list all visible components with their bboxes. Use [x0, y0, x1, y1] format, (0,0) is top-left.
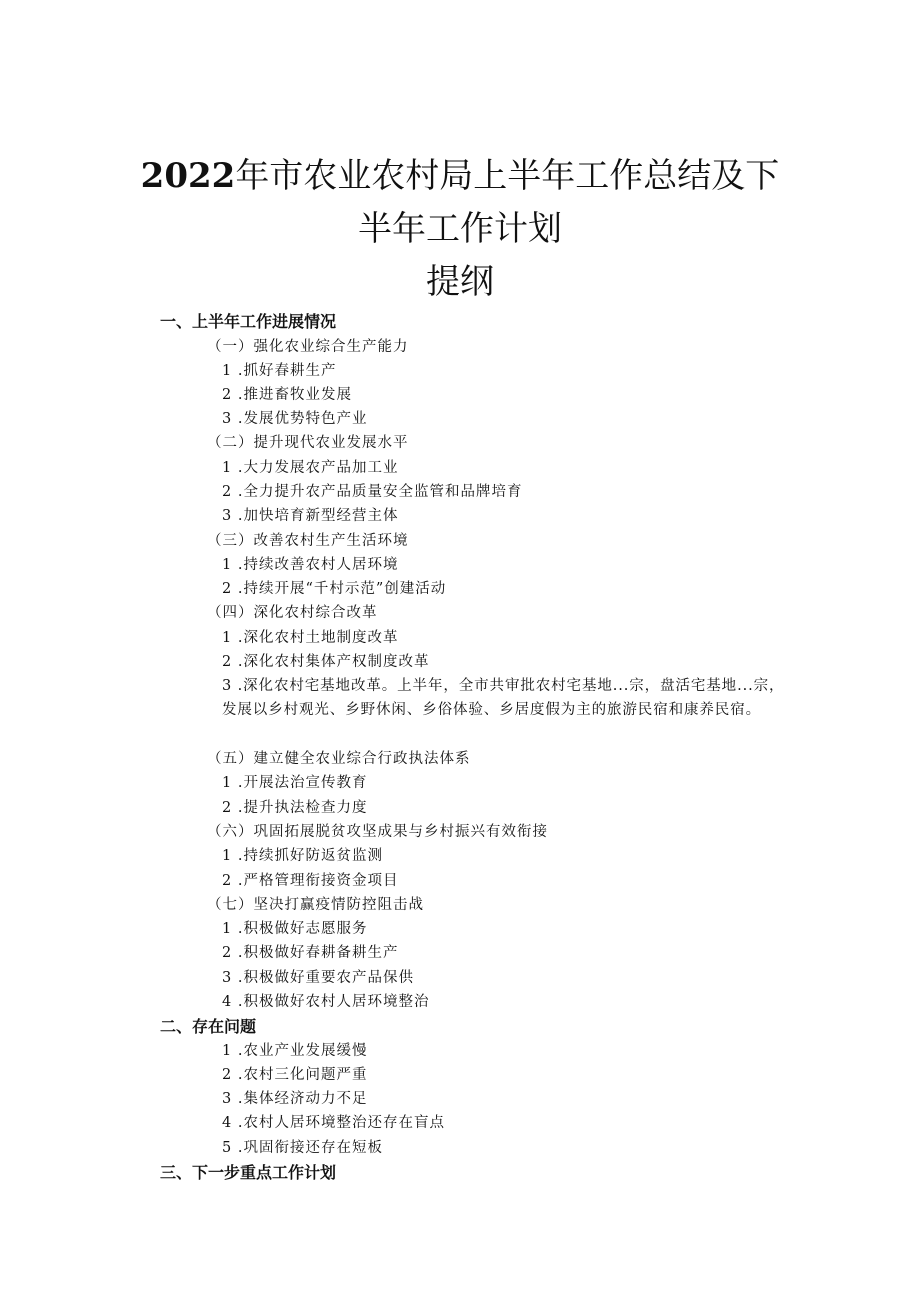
section-6-item-2: 2 .严格管理衔接资金项目 — [222, 873, 399, 889]
section-1-item-2: 2 .推进畜牧业发展 — [222, 387, 352, 403]
section-7-item-4: 4 .积极做好农村人居环境整治 — [222, 994, 430, 1010]
heading-part1: 一、上半年工作进展情况 — [160, 312, 337, 331]
section-6-item-1: 1 .持续抓好防返贫监测 — [222, 848, 383, 864]
section-5-title: （五）建立健全农业综合行政执法体系 — [207, 751, 471, 767]
section-1-item-3: 3 .发展优势特色产业 — [222, 411, 368, 427]
section-1-item-1: 1 .抓好春耕生产 — [222, 363, 337, 379]
section-2-title: （二）提升现代农业发展水平 — [207, 435, 409, 451]
doc-title-line1 — [0, 156, 920, 196]
doc-title-line2: 半年工作计划 — [358, 209, 562, 249]
section-7-title: （七）坚决打赢疫情防控阻击战 — [207, 897, 424, 913]
section-5-item-2: 2 .提升执法检查力度 — [222, 800, 368, 816]
doc-title-line1-text: 年市农业农村局上半年工作总结及下 — [235, 156, 780, 196]
section-4-item-2: 2 .深化农村集体产权制度改革 — [222, 654, 430, 670]
heading-part2: 二、存在问题 — [160, 1017, 257, 1036]
section-7-item-1: 1 .积极做好志愿服务 — [222, 921, 368, 937]
section-7-item-2: 2 .积极做好春耕备耕生产 — [222, 945, 399, 961]
section-4-title: （四）深化农村综合改革 — [207, 605, 378, 621]
problem-item-5: 5 .巩固衔接还存在短板 — [222, 1140, 383, 1156]
section-6-title: （六）巩固拓展脱贫攻坚成果与乡村振兴有效衔接 — [207, 824, 548, 840]
problem-item-1: 1 .农业产业发展缓慢 — [222, 1043, 368, 1059]
section-3-item-2: 2 .持续开展“千村示范”创建活动 — [222, 581, 447, 597]
section-2-item-2: 2 .全力提升农产品质量安全监管和品牌培育 — [222, 484, 523, 500]
section-7-item-3: 3 .积极做好重要农产品保供 — [222, 970, 414, 986]
section-5-item-1: 1 .开展法治宣传教育 — [222, 775, 368, 791]
section-3-title: （三）改善农村生产生活环境 — [207, 533, 409, 549]
problem-item-3: 3 .集体经济动力不足 — [222, 1091, 368, 1107]
problem-item-2: 2 .农村三化问题严重 — [222, 1067, 368, 1083]
section-2-item-1: 1 .大力发展农产品加工业 — [222, 460, 399, 476]
section-3-item-1: 1 .持续改善农村人居环境 — [222, 557, 399, 573]
doc-subtitle: 提纲 — [426, 262, 494, 302]
section-1-title: （一）强化农业综合生产能力 — [207, 339, 409, 355]
doc-title-year: 2022 — [140, 156, 236, 196]
section-2-item-3: 3 .加快培育新型经营主体 — [222, 508, 399, 524]
heading-part3: 三、下一步重点工作计划 — [160, 1163, 337, 1182]
section-4-item-3-paragraph: 3 .深化农村宅基地改革。上半年，全市共审批农村宅基地...宗，盘活宅基地...宗，发展以乡村观光、乡野休闲、乡俗体验、乡居度假为主的旅游民宿和康养民宿。 — [222, 678, 785, 718]
problem-item-4: 4 .农村人居环境整治还存在盲点 — [222, 1115, 445, 1131]
section-4-item-1: 1 .深化农村土地制度改革 — [222, 630, 399, 646]
